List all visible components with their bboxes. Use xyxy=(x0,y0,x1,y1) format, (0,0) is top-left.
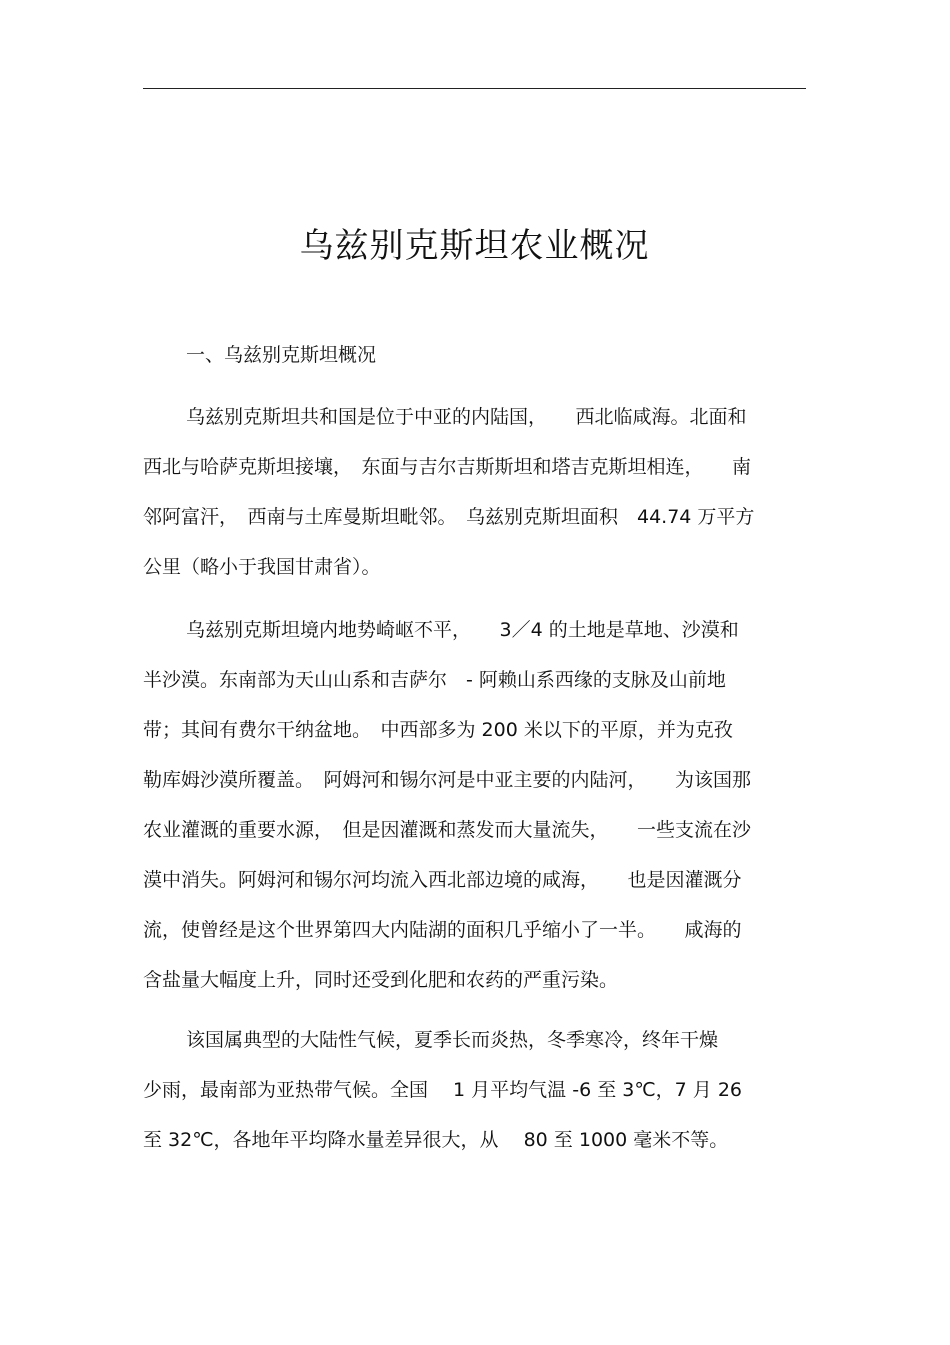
paragraph-line: 含盐量大幅度上升，同时还受到化肥和农药的严重污染。 xyxy=(143,969,619,991)
paragraph-line: 至 32℃，各地年平均降水量差异很大，从 80 至 1000 毫米不等。 xyxy=(143,1129,729,1151)
section-heading: 一、乌兹别克斯坦概况 xyxy=(186,344,377,366)
paragraph-line: 西北与哈萨克斯坦接壤， 东面与吉尔吉斯斯坦和塔吉克斯坦相连， 南 xyxy=(143,456,752,478)
paragraph-line: 乌兹别克斯坦境内地势崎岖不平， 3／4 的土地是草地、沙漠和 xyxy=(186,619,739,641)
paragraph-line: 该国属典型的大陆性气候，夏季长而炎热，冬季寒冷，终年干燥 xyxy=(186,1029,719,1051)
paragraph-line: 邻阿富汗， 西南与土库曼斯坦毗邻。 乌兹别克斯坦面积 44.74 万平方 xyxy=(143,506,755,528)
paragraph-line: 公里（略小于我国甘肃省）。 xyxy=(143,556,381,578)
paragraph-line: 半沙漠。东南部为天山山系和吉萨尔 - 阿赖山系西缘的支脉及山前地 xyxy=(143,669,726,691)
paragraph-location xyxy=(143,403,806,603)
paragraph-line: 少雨，最南部为亚热带气候。全国 1 月平均气温 -6 至 3℃，7 月 26 xyxy=(143,1079,743,1101)
header-rule xyxy=(143,88,806,89)
paragraph-line: 漠中消失。阿姆河和锡尔河均流入西北部边境的咸海， 也是因灌溉分 xyxy=(143,869,742,891)
document-title: 乌兹别克斯坦农业概况 xyxy=(299,226,650,266)
paragraph-line: 勒库姆沙漠所覆盖。 阿姆河和锡尔河是中亚主要的内陆河， 为该国那 xyxy=(143,769,752,791)
paragraph-line: 农业灌溉的重要水源， 但是因灌溉和蒸发而大量流失， 一些支流在沙 xyxy=(143,819,752,841)
paragraph-line: 带；其间有费尔干纳盆地。 中西部多为 200 米以下的平原，并为克孜 xyxy=(143,719,733,741)
paragraph-line: 流，使曾经是这个世界第四大内陆湖的面积几乎缩小了一半。 咸海的 xyxy=(143,919,742,941)
paragraph-terrain xyxy=(143,616,806,1016)
paragraph-climate xyxy=(143,1026,806,1176)
paragraph-line: 乌兹别克斯坦共和国是位于中亚的内陆国， 西北临咸海。北面和 xyxy=(186,406,747,428)
